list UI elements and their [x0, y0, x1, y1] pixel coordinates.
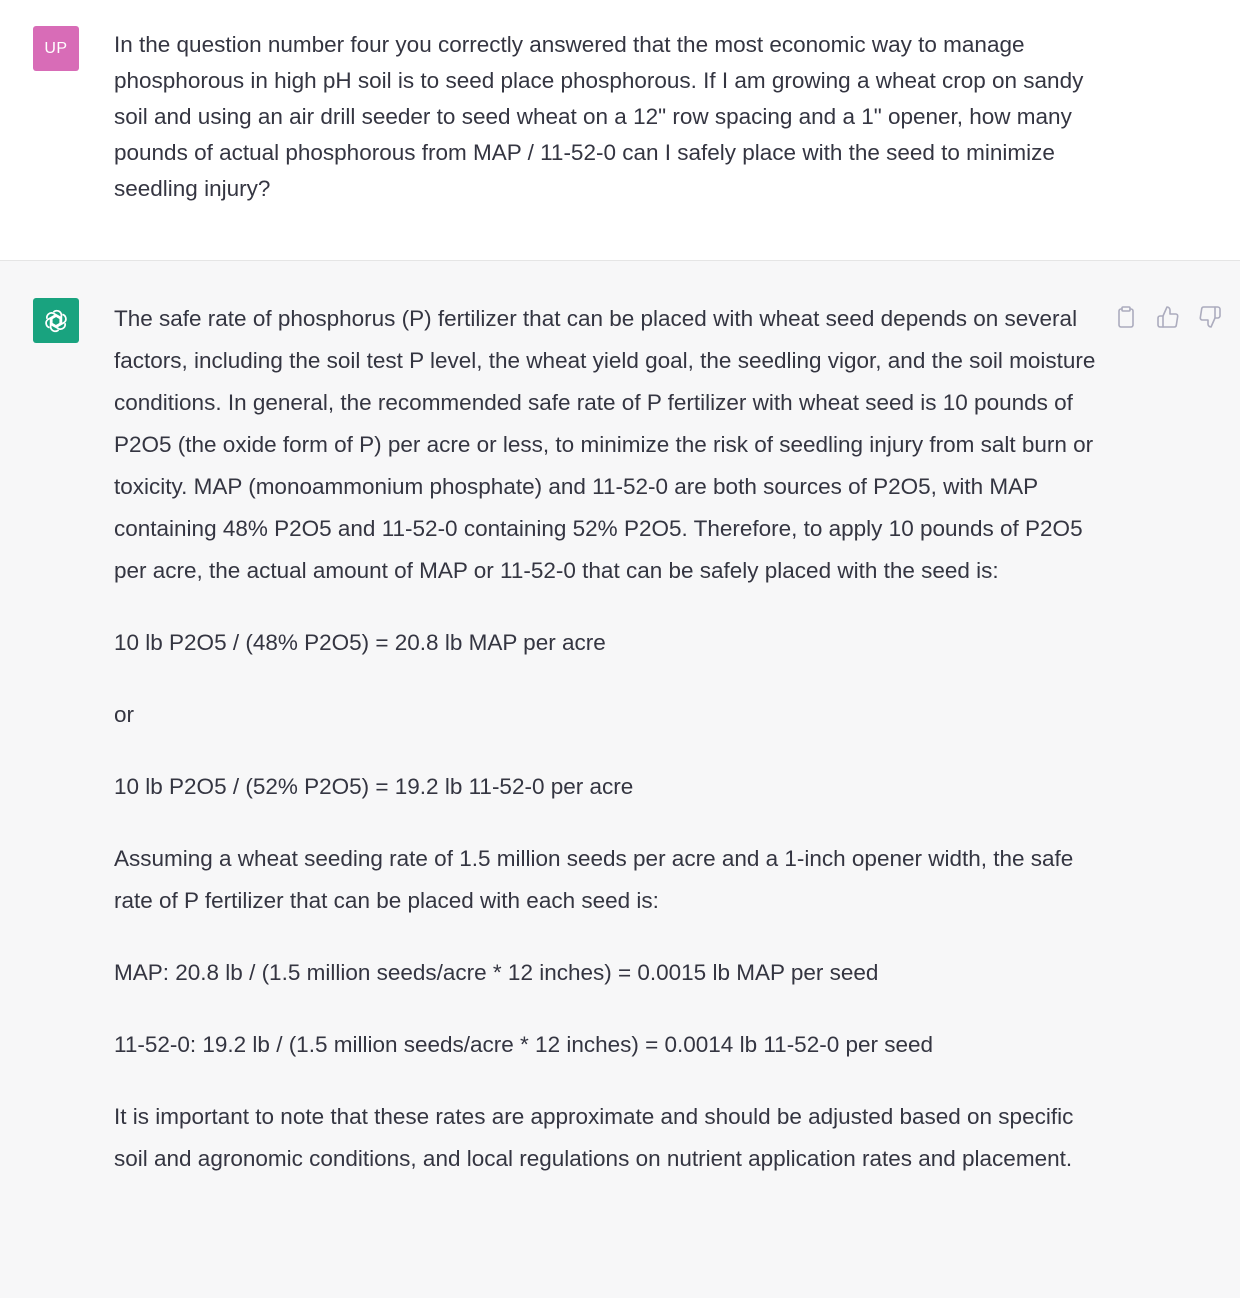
- assistant-paragraph: It is important to note that these rates are approximate and should be adjusted based on specific soil and agronomic conditions, and local regulations on nutrient application rates and placement.: [114, 1104, 1074, 1171]
- user-message: [0, 0, 1240, 261]
- assistant-message-text: [114, 298, 1104, 1180]
- message-actions: [1110, 301, 1226, 333]
- assistant-message: [0, 261, 1240, 1298]
- assistant-paragraph: Assuming a wheat seeding rate of 1.5 million seeds per acre and a 1-inch opener width, the safe rate of P fertilizer that can be placed with each seed is:: [114, 846, 1074, 913]
- copy-button[interactable]: [1110, 301, 1142, 333]
- assistant-paragraph: 10 lb P2O5 / (48% P2O5) = 20.8 lb MAP per acre: [114, 630, 606, 655]
- assistant-paragraph: MAP: 20.8 lb / (1.5 million seeds/acre * 12 inches) = 0.0015 lb MAP per seed: [114, 960, 879, 985]
- user-avatar: UP: [33, 26, 79, 71]
- thumbs-down-icon: [1198, 305, 1222, 329]
- thumbs-down-button[interactable]: [1194, 301, 1226, 333]
- thumbs-up-button[interactable]: [1152, 301, 1184, 333]
- user-message-text: In the question number four you correctly answered that the most economic way to manage phosphorous in high pH soil is to seed place phosphorous. If I am growing a wheat crop on sandy soil and using an air drill seeder to seed wheat on a 12" row spacing and a 1" opener, how many pounds of actual phosphorous from MAP / 11-52-0 can I safely place with the seed to minimize seedling injury?: [114, 32, 1084, 201]
- thumbs-up-icon: [1156, 305, 1180, 329]
- assistant-paragraph: or: [114, 702, 135, 727]
- assistant-avatar: [33, 298, 79, 343]
- clipboard-icon: [1114, 305, 1138, 329]
- assistant-paragraph: 10 lb P2O5 / (52% P2O5) = 19.2 lb 11-52-0 per acre: [114, 774, 634, 799]
- assistant-paragraph: The safe rate of phosphorus (P) fertilizer that can be placed with wheat seed depends on several factors, including the soil test P level, the wheat yield goal, the seedling vigor, and the soil moisture conditions. In general, the recommended safe rate of P fertilizer with wheat seed is 10 pounds of P2O5 (the oxide form of P) per acre or less, to minimize the risk of seedling injury from salt burn or toxicity. MAP (monoammonium phosphate) and 11-52-0 are both sources of P2O5, with MAP containing 48% P2O5 and 11-52-0 containing 52% P2O5. Therefore, to apply 10 pounds of P2O5 per acre, the actual amount of MAP or 11-52-0 that can be safely placed with the seed is:: [114, 306, 1096, 583]
- assistant-paragraph: 11-52-0: 19.2 lb / (1.5 million seeds/acre * 12 inches) = 0.0014 lb 11-52-0 per seed: [114, 1032, 934, 1057]
- openai-logo-icon: [42, 307, 70, 335]
